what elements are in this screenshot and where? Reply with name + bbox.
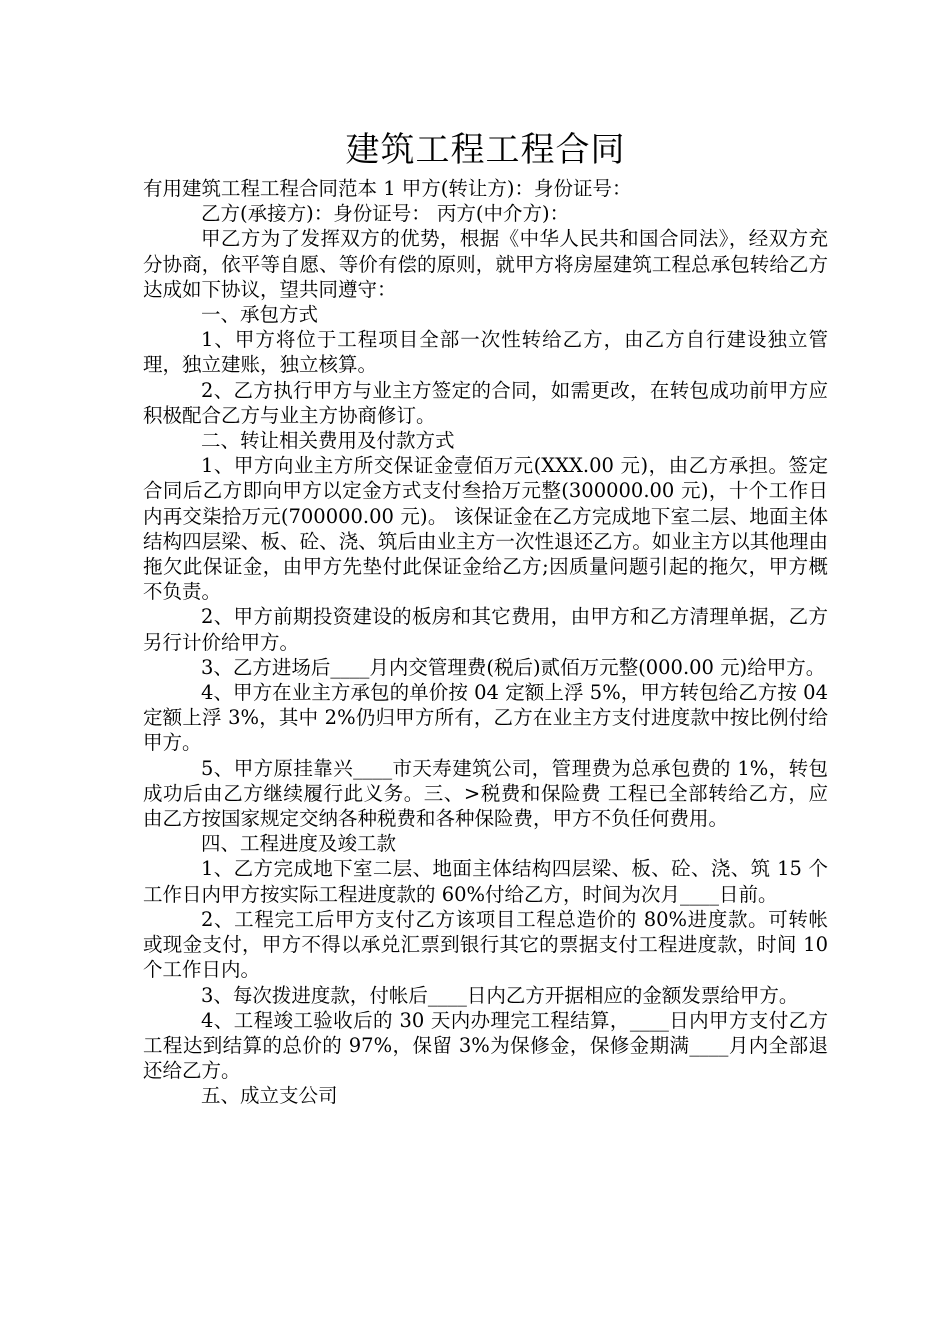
clause-2-3: 3、乙方进场后____月内交管理费(税后)贰佰万元整(000.00 元)给甲方。 [201, 655, 826, 679]
clause-1-2: 2、乙方执行甲方与业主方签定的合同，如需更改，在转包成功前甲方应积极配合乙方与业主方协商修订。 [143, 378, 828, 427]
clause-4-1: 1、乙方完成地下室二层、地面主体结构四层梁、板、砼、浇、筑 15 个工作日内甲方按实际工程进度款的 60%付给乙方，时间为次月____日前。 [143, 857, 828, 906]
paragraph-intro: 有用建筑工程工程合同范本 1 甲方(转让方)：身份证号： [143, 177, 632, 200]
clause-2-1: 1、甲方向业主方所交保证金壹佰万元(XXX.00 元)，由乙方承担。签定合同后乙方即向甲方以定金方式支付叁拾万元整(300000.00 元)，十个工作日内再交柒拾万元(700000.00 元)。 该保证金在乙方完成地下室二层、地面主体结构四层梁、板、砼、浇、筑后由业主方一次性退还乙方。如业主方以其他理由拖欠此保证金，由甲方先垫付此保证金给乙方;因质量问题引起的拖欠，甲方概不负责。 [143, 454, 828, 604]
clause-4-4: 4、工程竣工验收后的 30 天内办理完工程结算，____日内甲方支付乙方工程达到结算的总价的 97%，保留 3%为保修金，保修金期满____月内全部退还给乙方。 [143, 1008, 828, 1083]
paragraph-parties: 乙方(承接方)：身份证号： 丙方(中介方)： [201, 202, 570, 226]
section-heading-5: 五、成立支公司 [201, 1084, 338, 1108]
section-heading-1: 一、承包方式 [201, 303, 319, 327]
clause-2-5: 5、甲方原挂靠兴____市天寿建筑公司，管理费为总承包费的 1%，转包成功后由乙方继续履行此义务。三、>税费和保险费 工程已全部转给乙方，应由乙方按国家规定交纳各种税费和各种保险费，甲方不负任何费用。 [143, 756, 828, 831]
document-page [143, 128, 828, 1109]
clause-4-2: 2、工程完工后甲方支付乙方该项目工程总造价的 80%进度款。可转帐或现金支付，甲方不得以承兑汇票到银行其它的票据支付工程进度款，时间 10 个工作日内。 [143, 907, 828, 982]
clause-4-3: 3、每次拨进度款，付帐后____日内乙方开据相应的金额发票给甲方。 [201, 983, 799, 1007]
clause-2-2: 2、甲方前期投资建设的板房和其它费用，由甲方和乙方清理单据，乙方另行计价给甲方。 [143, 605, 828, 654]
document-title: 建筑工程工程合同 [345, 130, 626, 170]
section-heading-4: 四、工程进度及竣工款 [201, 832, 397, 856]
paragraph-preamble: 甲乙方为了发挥双方的优势，根据《中华人民共和国合同法》，经双方充分协商，依平等自愿、等价有偿的原则，就甲方将房屋建筑工程总承包转给乙方达成如下协议，望共同遵守： [143, 227, 828, 301]
section-heading-2: 二、转让相关费用及付款方式 [201, 429, 455, 453]
clause-2-4: 4、甲方在业主方承包的单价按 04 定额上浮 5%，甲方转包给乙方按 04 定额上浮 3%，其中 2%仍归甲方所有，乙方在业主方支付进度款中按比例付给甲方。 [143, 681, 828, 755]
clause-1-1: 1、甲方将位于工程项目全部一次性转给乙方，由乙方自行建设独立管理，独立建账，独立核算。 [143, 328, 828, 377]
